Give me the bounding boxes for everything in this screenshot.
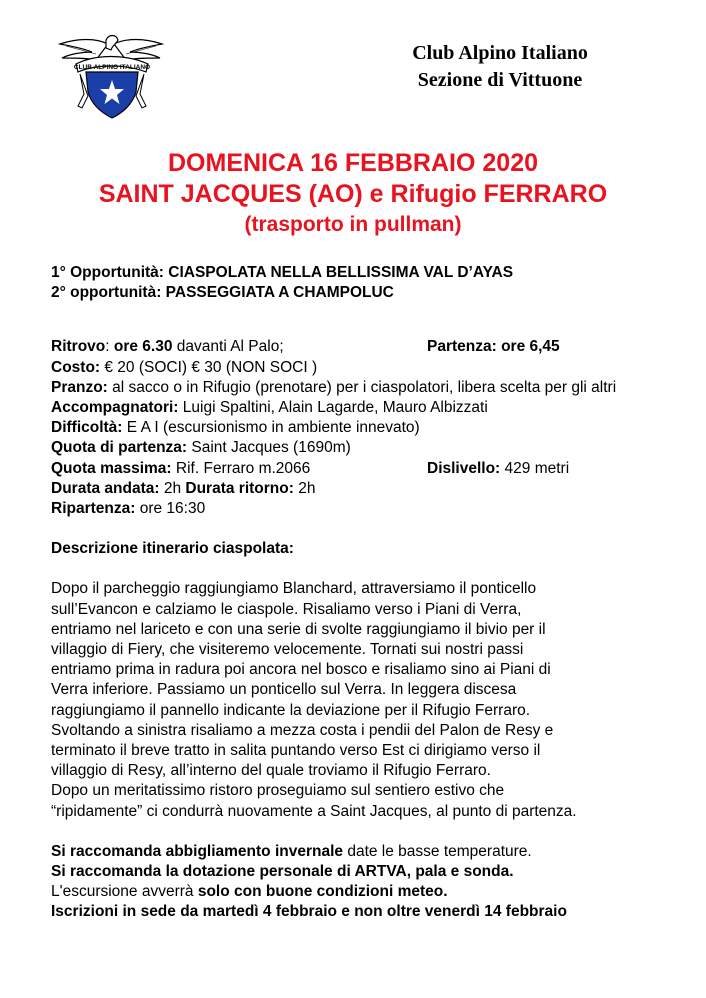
pranzo-row <box>51 378 671 398</box>
costo-row <box>51 358 671 378</box>
title-date: DOMENICA 16 FEBBRAIO 2020 <box>168 149 538 177</box>
title-destination: SAINT JACQUES (AO) e Rifugio FERRARO <box>98 180 608 208</box>
description-line: raggiungiamo il pannello indicante la deviazione per il Rifugio Ferraro. <box>51 701 531 719</box>
description-line: villaggio di Resy, all’interno del quale troviamo il Rifugio Ferraro. <box>51 762 491 780</box>
description-line: entriamo nel lariceto e con una serie di svolte raggiungiamo il bivio per il <box>51 620 546 638</box>
quota-partenza-value: Saint Jacques (1690m) <box>187 439 351 457</box>
difficolta-label: Difficoltà: <box>51 419 123 437</box>
durata-andata-value: 2h <box>159 479 186 497</box>
ritrovo-place: davanti Al Palo; <box>172 338 284 356</box>
dislivello-label: Dislivello: <box>427 459 501 477</box>
description-line: villaggio di Fiery, che visiteremo velocemente. Tornati sui nostri passi <box>51 641 524 659</box>
durata-row <box>51 479 671 499</box>
description-line: terminato il breve tratto in salita puntando verso Est ci dirigiamo verso il <box>51 742 541 760</box>
note-clothing-rest: date le basse temperature. <box>343 842 532 860</box>
accompagnatori-label: Accompagnatori: <box>51 399 179 417</box>
pranzo-label: Pranzo: <box>51 378 108 396</box>
note-clothing <box>51 842 671 862</box>
durata-ritorno-label: Durata ritorno: <box>185 479 294 497</box>
costo-label: Costo: <box>51 358 101 376</box>
dislivello-value: 429 metri <box>500 459 570 477</box>
pranzo-value: al sacco o in Rifugio (prenotare) per i ciaspolatori, libera scelta per gli altri <box>107 378 617 396</box>
note-weather-bold: solo con buone condizioni meteo. <box>197 883 448 901</box>
description-line: Verra inferiore. Passiamo un ponticello sul Verra. In leggera discesa <box>51 681 517 699</box>
quota-partenza-row <box>51 438 671 458</box>
note-registration: Iscrizioni in sede da martedì 4 febbraio e non oltre venerdì 14 febbraio <box>51 903 567 921</box>
quota-massima-label: Quota massima: <box>51 459 172 477</box>
ripartenza-label: Ripartenza: <box>51 500 136 518</box>
event-title <box>0 148 706 240</box>
description-heading: Descrizione itinerario ciaspolata: <box>51 540 294 558</box>
ritrovo-row: Ritrovo: ore 6.30 davanti Al Palo; Partenza: ore 6,45 <box>51 337 671 357</box>
opportunity-2: 2° opportunità: PASSEGGIATA A CHAMPOLUC <box>51 284 394 302</box>
description-line: “ripidamente” ci condurrà nuovamente a Saint Jacques, al punto di partenza. <box>51 802 577 820</box>
club-line-2: Sezione di Vittuone <box>417 69 583 91</box>
difficolta-row <box>51 418 671 438</box>
ritrovo-label: Ritrovo <box>51 338 106 356</box>
description-line: sull’Evancon e calziamo le ciaspole. Risaliamo verso i Piani di Verra, <box>51 600 522 618</box>
quota-massima-row <box>51 459 671 479</box>
ripartenza-value: ore 16:30 <box>135 500 206 518</box>
partenza-label: Partenza: ore 6,45 <box>427 338 560 356</box>
title-transport: (trasporto in pullman) <box>244 213 462 236</box>
ripartenza-row <box>51 499 671 519</box>
description-line: Dopo un meritatissimo ristoro proseguiamo sul sentiero estivo che <box>51 782 505 800</box>
durata-ritorno-value: 2h <box>293 479 316 497</box>
description-line: Svoltando a sinistra risaliamo a mezza costa i pendii del Palon de Resy e <box>51 721 554 739</box>
costo-value: € 20 (SOCI) € 30 (NON SOCI ) <box>100 358 318 376</box>
opportunity-1: 1° Opportunità: CIASPOLATA NELLA BELLISSIMA VAL D’AYAS <box>51 264 514 281</box>
note-equipment: Si raccomanda la dotazione personale di ARTVA, pala e sonda. <box>51 863 514 881</box>
accompagnatori-value: Luigi Spaltini, Alain Lagarde, Mauro Albizzati <box>178 399 488 417</box>
description-line: entriamo prima in radura poi ancora nel bosco e risaliamo sino ai Piani di <box>51 661 551 679</box>
description-body <box>51 579 671 821</box>
quota-massima-value: Rif. Ferraro m.2066 <box>171 459 311 477</box>
note-clothing-bold: Si raccomanda abbigliamento invernale <box>51 842 344 860</box>
logo-banner-text: CLUB ALPINO ITALIANO <box>73 64 151 71</box>
note-weather-pre: L'escursione avverrà <box>51 883 198 901</box>
note-weather <box>51 882 671 902</box>
ritrovo-time: ore 6.30 <box>113 338 173 356</box>
event-content <box>51 263 671 923</box>
club-line-1: Club Alpino Italiano <box>412 42 588 64</box>
difficolta-value: E A I (escursionismo in ambiente innevato) <box>122 419 420 437</box>
club-name <box>370 40 630 94</box>
description-line: Dopo il parcheggio raggiungiamo Blanchard, attraversiamo il ponticello <box>51 580 537 598</box>
durata-andata-label: Durata andata: <box>51 479 160 497</box>
dislivello <box>427 459 569 479</box>
accompagnatori-row <box>51 398 671 418</box>
cai-logo <box>56 34 166 124</box>
quota-partenza-label: Quota di partenza: <box>51 439 188 457</box>
